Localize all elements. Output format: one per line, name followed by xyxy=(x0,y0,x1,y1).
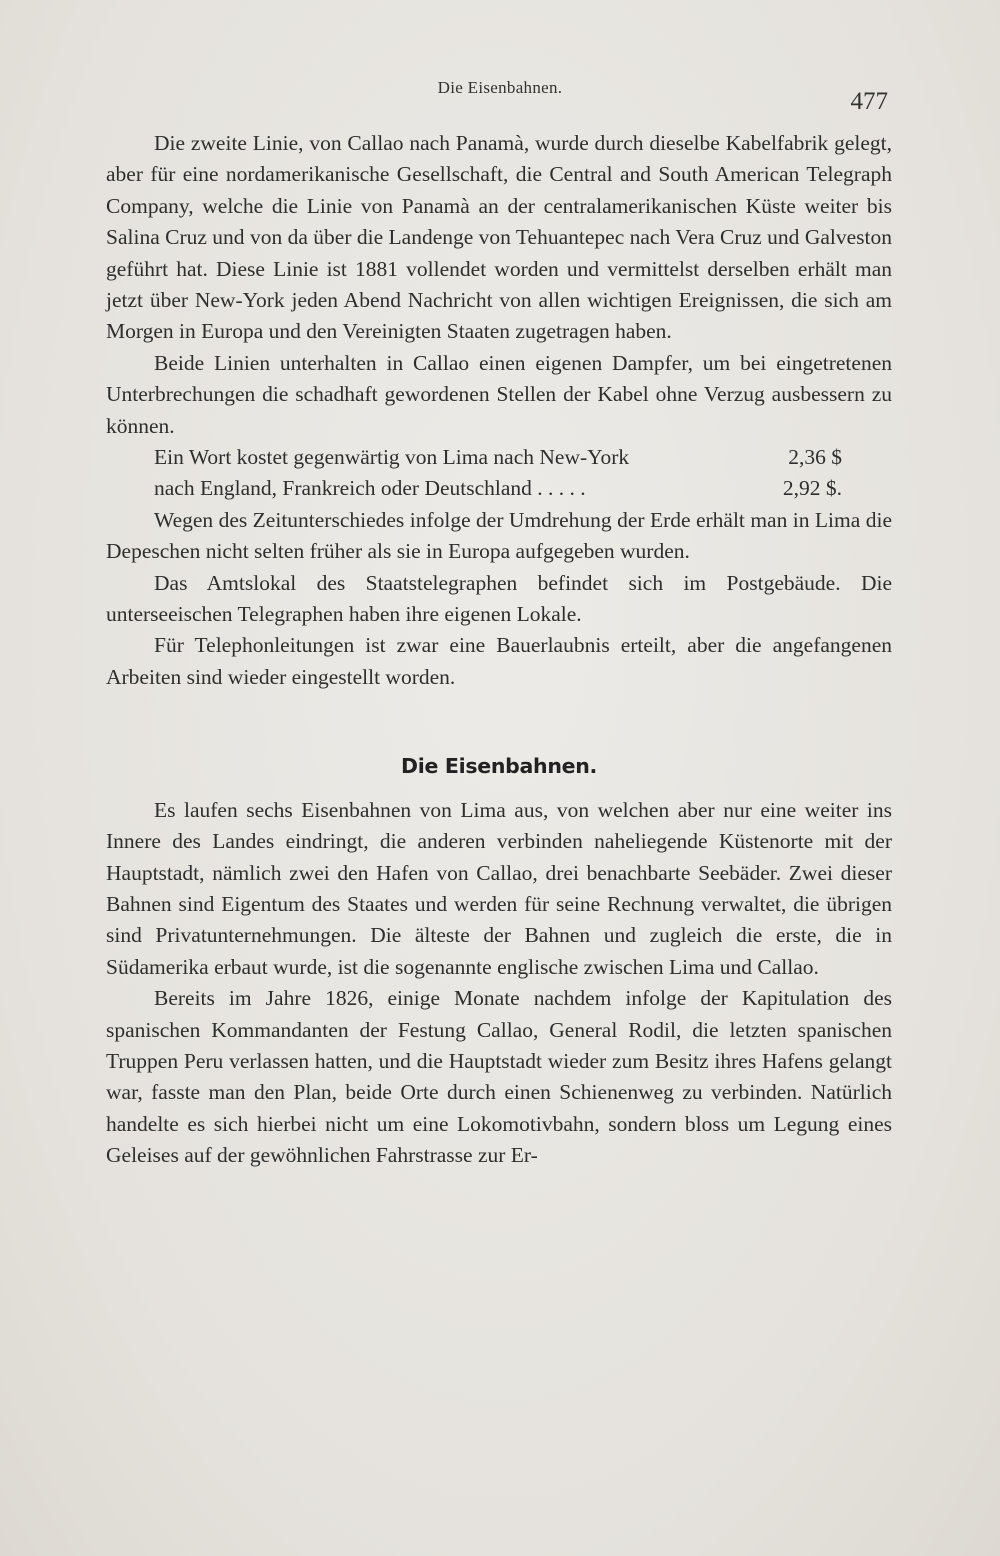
rate-amount: 2,92 $. xyxy=(782,476,842,501)
body-text xyxy=(106,128,892,1172)
paragraph: Bereits im Jahre 1826, einige Monate nachdem infolge der Kapitulation des spanischen Kommandanten der Festung Callao, General Rodil, die letzten spanischen Truppen Peru verlassen hatten, und die Hauptstadt wieder zum Besitz ihres Hafens gelangt war, fasste man den Plan, beide Orte durch einen Schienenweg zu verbinden. Natürlich handelte es sich hierbei nicht um eine Lokomotivbahn, sondern bloss um Legung eines Geleises auf der gewöhnlichen Fahrstrasse zur Er- xyxy=(106,986,892,1168)
rate-row xyxy=(106,473,892,504)
paragraph: Beide Linien unterhalten in Callao einen eigenen Dampfer, um bei eingetretenen Unterbrechungen die schadhaft gewordenen Stellen der Kabel ohne Verzug ausbessern zu können. xyxy=(106,350,892,438)
paragraph: Es laufen sechs Eisenbahnen von Lima aus, von welchen aber nur eine weiter ins Innere des Landes eindringt, die anderen verbinden naheliegende Küstenorte mit der Hauptstadt, nämlich zwei den Hafen von Callao, drei benachbarte Seebäder. Zwei dieser Bahnen sind Eigentum des Staates und werden für seine Rechnung verwaltet, die übrigen sind Privatunternehmungen. Die älteste der Bahnen und zugleich die erste, die in Südamerika erbaut wurde, ist die sogenannte englische zwischen Lima und Callao. xyxy=(106,797,892,979)
paragraph: Für Telephonleitungen ist zwar eine Bauerlaubnis erteilt, aber die angefangenen Arbeiten sind wieder eingestellt worden. xyxy=(106,633,892,689)
running-head: Die Eisenbahnen. xyxy=(437,78,563,97)
section-heading: Die Eisenbahnen. xyxy=(401,754,597,779)
rate-label: nach England, Frankreich oder Deutschland . . . . . xyxy=(154,476,586,501)
paragraph: Die zweite Linie, von Callao nach Panamà, wurde durch dieselbe Kabelfabrik gelegt, aber für eine nordamerikanische Gesellschaft, die Central and South American Telegraph Company, welche die Linie von Panamà an der centralamerikanischen Küste weiter bis Salina Cruz und von da über die Landenge von Tehuantepec nach Vera Cruz und Galveston geführt hat. Diese Linie ist 1881 vollendet worden und vermittelst derselben erhält man jetzt über New-York jeden Abend Nachricht von allen wichtigen Ereignissen, die sich am Morgen in Europa und den Vereinigten Staaten zugetragen haben. xyxy=(106,131,892,344)
telegraph-rate-list xyxy=(106,442,892,505)
paragraph: Wegen des Zeitunterschiedes infolge der Umdrehung der Erde erhält man in Lima die Depeschen nicht selten früher als sie in Europa aufgegeben wurden. xyxy=(106,507,892,564)
rate-label: Ein Wort kostet gegenwärtig von Lima nach New-York xyxy=(154,445,630,470)
paragraph: Das Amtslokal des Staatstelegraphen befindet sich im Postgebäude. Die unterseeischen Telegraphen haben ihre eigenen Lokale. xyxy=(106,570,892,627)
page-number: 477 xyxy=(850,88,888,115)
rate-amount: 2,36 $ xyxy=(788,445,842,470)
rate-row xyxy=(106,442,892,473)
